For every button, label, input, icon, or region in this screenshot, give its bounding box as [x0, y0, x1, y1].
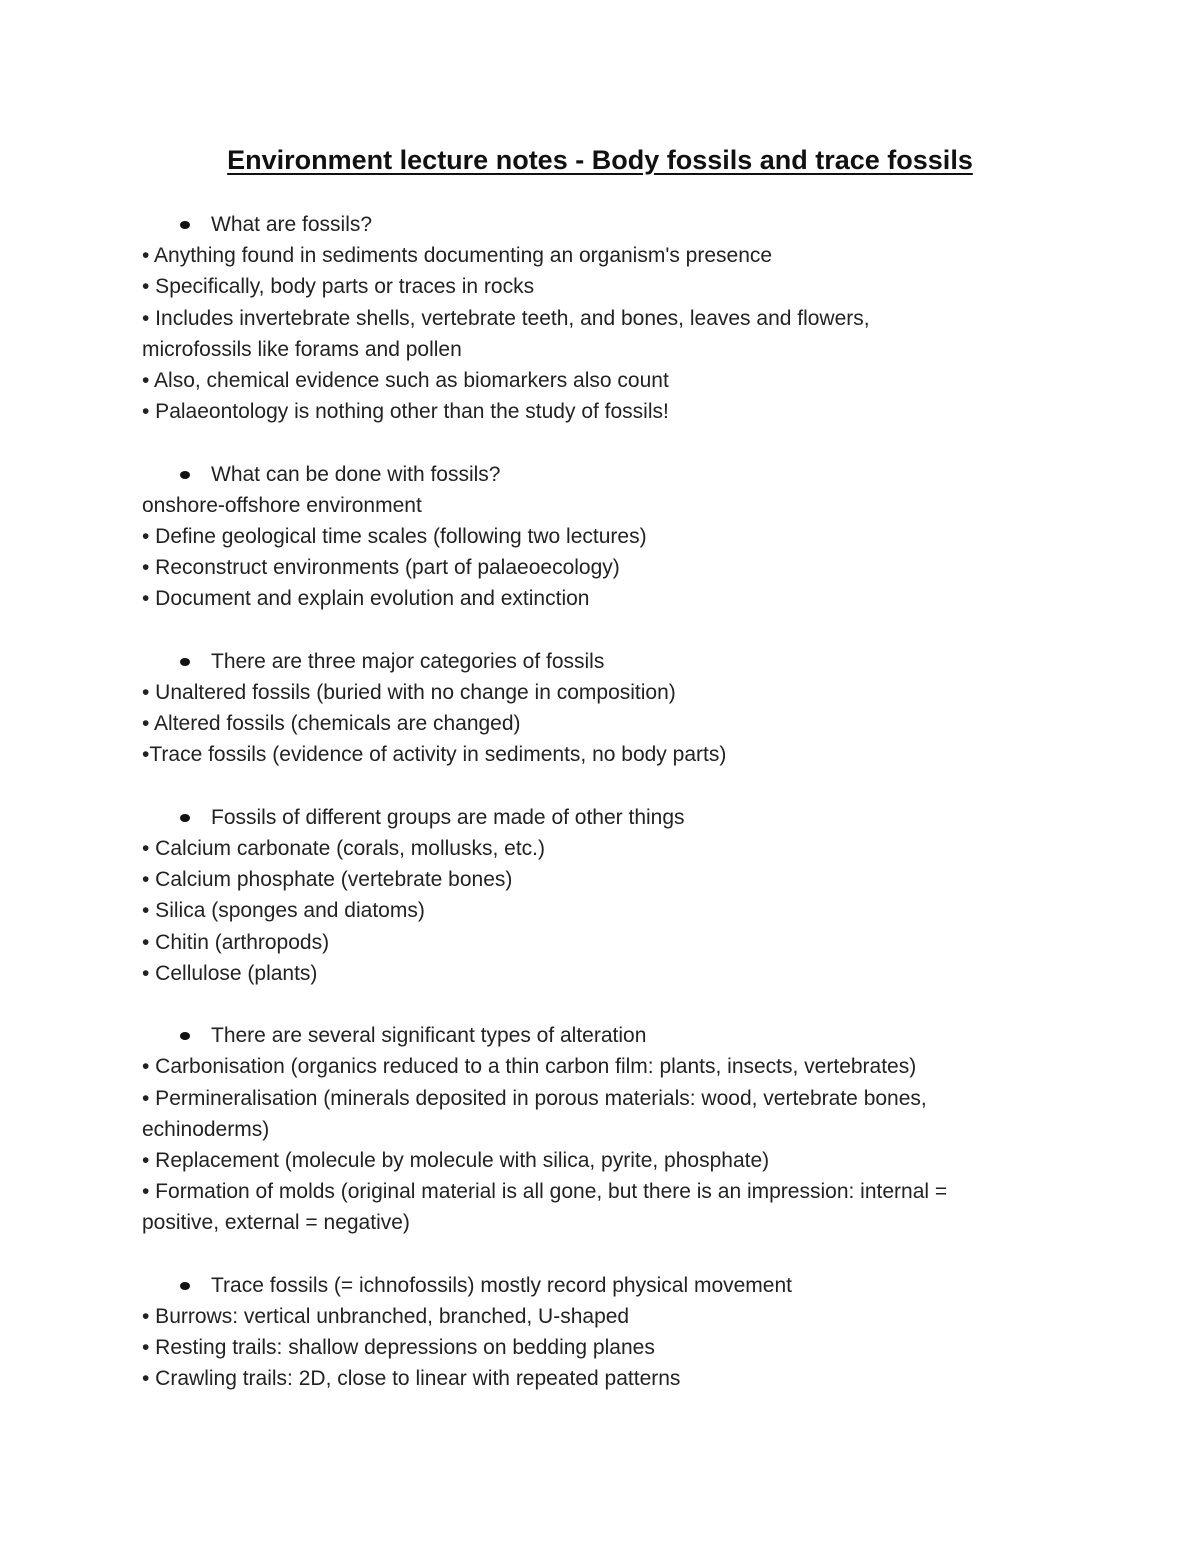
note-line: echinoderms) — [142, 1117, 270, 1141]
note-line: • Includes invertebrate shells, vertebrate teeth, and bones, leaves and flowers, — [142, 306, 870, 330]
section-heading-text: Fossils of different groups are made of other things — [211, 805, 685, 829]
note-line: • Calcium carbonate (corals, mollusks, etc.) — [142, 837, 545, 861]
note-line: • Calcium phosphate (vertebrate bones) — [142, 868, 513, 892]
bullet-dot-icon — [180, 221, 190, 229]
section-heading-text: There are several significant types of alteration — [211, 1024, 647, 1048]
note-line: • Resting trails: shallow depressions on bedding planes — [142, 1336, 655, 1360]
document-title: Environment lecture notes - Body fossils and trace fossils — [227, 145, 973, 175]
bullet-dot-icon — [180, 1282, 190, 1290]
notes-section — [142, 646, 1072, 771]
note-line: • Carbonisation (organics reduced to a thin carbon film: plants, insects, vertebrates) — [142, 1055, 917, 1079]
section-heading-text: Trace fossils (= ichnofossils) mostly record physical movement — [211, 1273, 792, 1297]
note-line: • Replacement (molecule by molecule with silica, pyrite, phosphate) — [142, 1149, 770, 1173]
note-line: • Palaeontology is nothing other than the study of fossils! — [142, 400, 669, 424]
section-heading — [142, 459, 1072, 490]
notes-body — [142, 209, 1072, 1426]
notes-section — [142, 1020, 1072, 1238]
note-line: onshore-offshore environment — [142, 493, 422, 517]
note-line: • Anything found in sediments documenting an organism's presence — [142, 244, 773, 268]
note-line: microfossils like forams and pollen — [142, 337, 462, 361]
note-line: • Crawling trails: 2D, close to linear with repeated patterns — [142, 1367, 681, 1391]
note-line: • Formation of molds (original material is all gone, but there is an impression: internal = — [142, 1180, 948, 1204]
section-heading — [142, 1270, 1072, 1301]
notes-section — [142, 1270, 1072, 1395]
section-heading-text: There are three major categories of fossils — [211, 649, 605, 673]
note-line: • Also, chemical evidence such as biomarkers also count — [142, 369, 669, 393]
bullet-dot-icon — [180, 471, 190, 479]
note-line: • Altered fossils (chemicals are changed) — [142, 712, 521, 736]
notes-section — [142, 459, 1072, 615]
notes-section — [142, 802, 1072, 989]
bullet-dot-icon — [180, 658, 190, 666]
notes-section — [142, 209, 1072, 427]
note-line: • Chitin (arthropods) — [142, 930, 330, 954]
bullet-dot-icon — [180, 1032, 190, 1040]
note-line: • Specifically, body parts or traces in rocks — [142, 275, 535, 299]
section-heading — [142, 646, 1072, 677]
note-line: positive, external = negative) — [142, 1211, 410, 1235]
note-line: • Define geological time scales (following two lectures) — [142, 525, 647, 549]
note-line: • Document and explain evolution and extinction — [142, 587, 590, 611]
section-heading — [142, 209, 1072, 240]
note-line: • Permineralisation (minerals deposited in porous materials: wood, vertebrate bones, — [142, 1086, 927, 1110]
note-line: • Silica (sponges and diatoms) — [142, 899, 425, 923]
note-line: • Burrows: vertical unbranched, branched, U-shaped — [142, 1305, 630, 1329]
section-heading — [142, 802, 1072, 833]
bullet-dot-icon — [180, 814, 190, 822]
section-heading — [142, 1020, 1072, 1051]
note-line: •Trace fossils (evidence of activity in sediments, no body parts) — [142, 743, 727, 767]
section-heading-text: What can be done with fossils? — [211, 462, 501, 486]
note-line: • Unaltered fossils (buried with no change in composition) — [142, 681, 676, 705]
note-line: • Reconstruct environments (part of palaeoecology) — [142, 556, 620, 580]
section-heading-text: What are fossils? — [211, 213, 373, 236]
note-line: • Cellulose (plants) — [142, 961, 318, 985]
